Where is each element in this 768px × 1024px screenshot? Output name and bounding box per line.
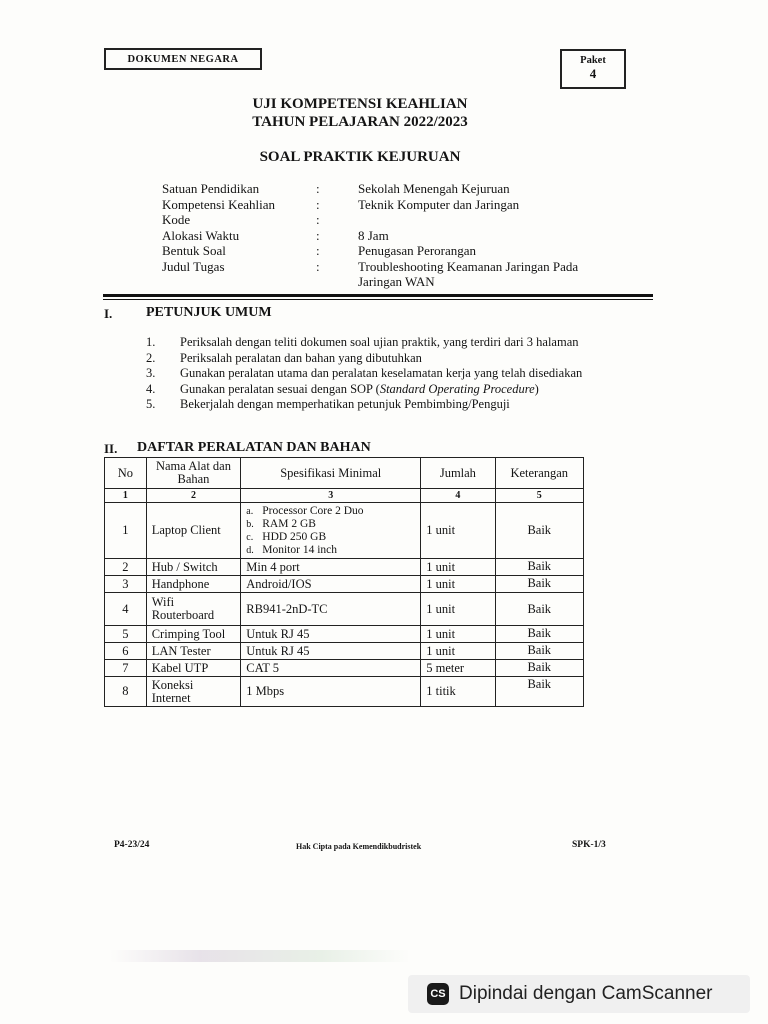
cell-no: 8 [105,677,147,707]
table-row [105,626,584,643]
section-1-number: I. [104,306,113,321]
list-item-text: Periksalah dengan teliti dokumen soal ujian praktik, yang terdiri dari 3 halaman [180,335,579,349]
cell-keterangan: Baik [495,660,584,677]
cell-keterangan: Baik [495,626,584,643]
spec-item [246,518,415,531]
cell-nama: Koneksi Internet [146,677,241,707]
list-item [146,382,612,398]
table-header-keterangan: Keterangan [495,458,584,489]
spec-letter: a. [246,505,254,517]
info-key: Kode [162,212,191,227]
list-item-text-italic: Standard Operating Procedure [379,381,535,396]
list-item-text: Periksalah peralatan dan bahan yang dibutuhkan [180,350,422,365]
divider-thick [103,294,653,297]
spec-text: Monitor 14 inch [262,543,338,556]
table-header-nama: Nama Alat dan Bahan [146,458,241,489]
cell-keterangan: Baik [495,503,584,559]
info-colon: : [316,181,320,196]
cell-spesifikasi: Untuk RJ 45 [241,643,421,660]
table-header-no: No [105,458,147,489]
info-value: Troubleshooting Keamanan Jaringan Pada [358,258,579,274]
spec-text: Processor Core 2 Duo [262,504,364,517]
title-line-1: UJI KOMPETENSI KEAHLIAN [252,96,468,112]
info-key: Alokasi Waktu [162,227,240,243]
cell-spesifikasi [241,503,421,559]
cell-no: 7 [105,660,147,677]
info-key: Kompetensi Keahlian [162,196,275,212]
scan-smudge [110,950,410,962]
table-row [105,503,584,559]
section-2-title: DAFTAR PERALATAN DAN BAHAN [137,440,371,455]
spec-list [246,505,415,557]
cell-jumlah: 1 unit [421,593,495,626]
paket-box [560,49,626,89]
table-row [105,576,584,593]
cell-jumlah: 1 unit [421,576,495,593]
cell-spesifikasi: Untuk RJ 45 [241,626,421,643]
list-item-number: 1. [146,335,156,349]
list-item-number: 4. [146,381,156,396]
footer-page: SPK-1/3 [572,840,606,850]
dokumen-negara-label: DOKUMEN NEGARA [104,48,262,70]
cell-jumlah: 5 meter [421,660,495,677]
info-value: Jaringan WAN [358,274,435,289]
column-number: 5 [495,489,584,503]
spec-text: HDD 250 GB [262,530,327,543]
general-instructions-list [146,335,612,413]
cell-spesifikasi: Android/IOS [241,576,421,593]
cell-spesifikasi: Min 4 port [241,559,421,576]
cell-spesifikasi: 1 Mbps [241,677,421,707]
info-value: Sekolah Menengah Kejuruan [358,181,510,196]
cell-spesifikasi: RB941-2nD-TC [241,593,421,626]
column-number: 4 [421,489,495,503]
table-row [105,677,584,707]
info-key: Satuan Pendidikan [162,181,260,196]
info-value: Teknik Komputer dan Jaringan [358,196,520,212]
info-colon: : [316,243,320,258]
cell-no: 6 [105,643,147,660]
table-row [105,660,584,677]
cell-nama: LAN Tester [146,643,241,660]
spec-item [246,544,415,557]
divider-thin [103,299,653,300]
list-item-text: Gunakan peralatan utama dan peralatan keselamatan kerja yang telah disediakan [180,366,583,380]
info-value: Penugasan Perorangan [358,243,477,258]
spec-item [246,505,415,518]
cell-keterangan: Baik [495,643,584,660]
paket-label: Paket [580,55,606,66]
cell-jumlah: 1 titik [421,677,495,707]
list-item-text: Bekerjalah dengan memperhatikan petunjuk Pembimbing/Penguji [180,397,510,411]
list-item [146,335,612,351]
cell-nama: Wifi Routerboard [146,593,241,626]
list-item-text-before: Gunakan peralatan sesuai dengan SOP ( [180,381,380,396]
table-row [105,593,584,626]
cell-no: 1 [105,503,147,559]
list-item-number: 5. [146,397,156,411]
list-item-text [180,382,539,396]
list-item-number: 3. [146,366,156,380]
section-1-title: PETUNJUK UMUM [146,305,272,320]
camscanner-label: Dipindai dengan CamScanner [459,983,713,1004]
cell-nama: Laptop Client [146,503,241,559]
table-row [105,559,584,576]
cell-jumlah: 1 unit [421,559,495,576]
cell-nama: Handphone [146,576,241,593]
cell-keterangan: Baik [495,576,584,593]
cell-keterangan: Baik [495,593,584,626]
list-item [146,351,612,367]
table-header-row [105,458,584,489]
cell-keterangan: Baik [495,559,584,576]
info-key: Judul Tugas [162,258,225,274]
cell-no: 3 [105,576,147,593]
section-2-number: II. [104,441,118,456]
footer-copyright: Hak Cipta pada Kemendikbudristek [296,842,422,851]
info-colon: : [316,258,320,274]
cell-jumlah: 1 unit [421,503,495,559]
cell-nama: Hub / Switch [146,559,241,576]
spec-letter: b. [246,518,254,530]
spec-letter: d. [246,544,254,556]
spec-text: RAM 2 GB [262,517,316,530]
spec-item [246,531,415,544]
cell-no: 2 [105,559,147,576]
cell-keterangan: Baik [495,677,584,707]
column-number: 2 [146,489,241,503]
table-header-spesifikasi: Spesifikasi Minimal [241,458,421,489]
table-row [105,643,584,660]
info-colon: : [316,212,320,227]
cell-jumlah: 1 unit [421,626,495,643]
info-colon: : [316,227,320,243]
column-number: 1 [105,489,147,503]
list-item [146,397,612,413]
table-column-number-row [105,489,584,503]
cell-spesifikasi: CAT 5 [241,660,421,677]
info-value: 8 Jam [358,227,389,243]
camscanner-watermark [408,975,750,1013]
spec-letter: c. [246,531,254,543]
cell-no: 4 [105,593,147,626]
paket-number: 4 [589,66,597,81]
camscanner-icon: CS [427,983,449,1005]
title-line-2: TAHUN PELAJARAN 2022/2023 [252,114,468,130]
cell-nama: Crimping Tool [146,626,241,643]
list-item-text-after: ) [534,381,539,396]
cell-jumlah: 1 unit [421,643,495,660]
title-line-3: SOAL PRAKTIK KEJURUAN [259,149,461,165]
cell-nama: Kabel UTP [146,660,241,677]
info-colon: : [316,196,320,212]
list-item [146,366,612,382]
info-key: Bentuk Soal [162,243,226,258]
footer-code: P4-23/24 [114,840,150,850]
list-item-number: 2. [146,350,156,365]
column-number: 3 [241,489,421,503]
table-header-jumlah: Jumlah [421,458,495,489]
cell-no: 5 [105,626,147,643]
equipment-table [104,457,584,707]
